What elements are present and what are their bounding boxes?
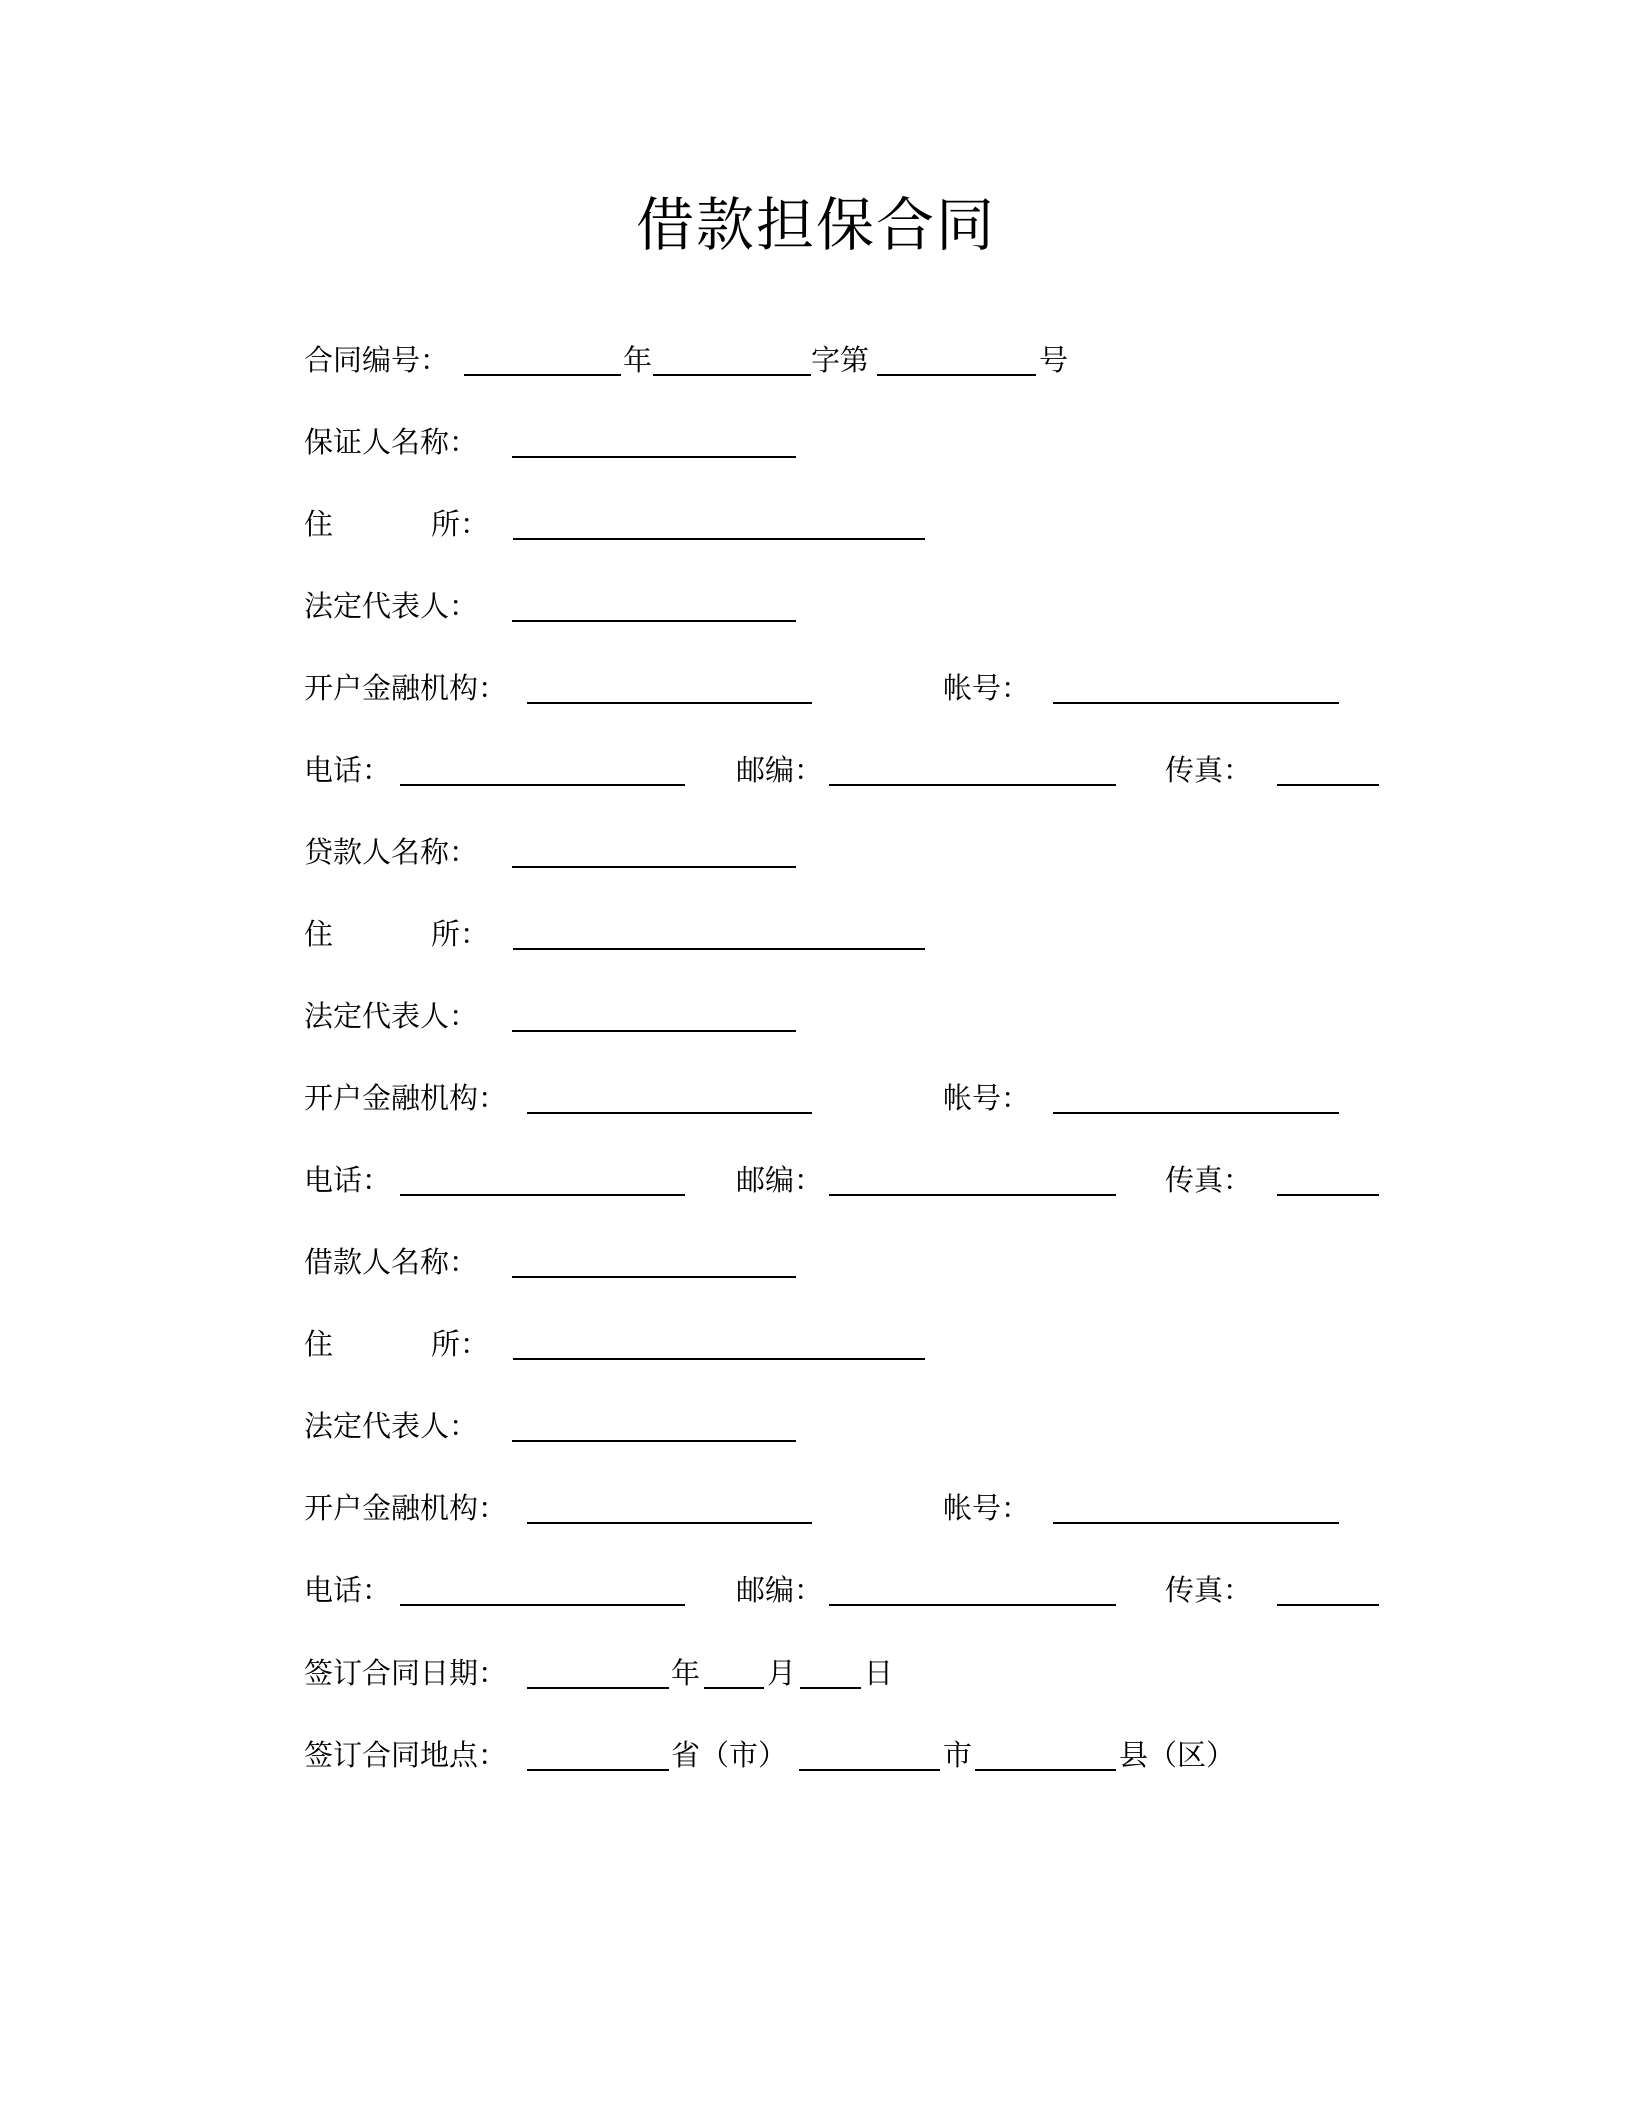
account-field[interactable] <box>1053 1112 1339 1114</box>
fax-field[interactable] <box>1277 1604 1379 1606</box>
sign-date-row <box>0 1653 1632 1693</box>
postcode-label: 邮编： <box>736 753 824 787</box>
postcode-field[interactable] <box>829 1194 1116 1196</box>
borrower-party-name-row <box>0 1242 1632 1282</box>
month-text: 月 <box>767 1656 797 1690</box>
legal-rep-field[interactable] <box>512 1440 796 1442</box>
sign-day-field[interactable] <box>800 1687 861 1689</box>
contract-zi-field[interactable] <box>653 374 811 376</box>
sign-year-field[interactable] <box>527 1687 669 1689</box>
sign-date-label: 签订合同日期： <box>304 1656 508 1690</box>
sign-month-field[interactable] <box>704 1687 764 1689</box>
address-label-char2: 所： <box>431 917 490 951</box>
bank-label: 开户金融机构： <box>304 671 508 705</box>
bank-label: 开户金融机构： <box>304 1081 508 1115</box>
fax-label: 传真： <box>1165 1163 1253 1197</box>
fax-field[interactable] <box>1277 784 1379 786</box>
phone-label: 电话： <box>304 753 392 787</box>
guarantor-legal-rep-row <box>0 586 1632 626</box>
province-text: 省（市） <box>671 1738 788 1772</box>
party-name-label: 借款人名称： <box>304 1245 479 1279</box>
party-name-field[interactable] <box>512 866 796 868</box>
party-name-label: 贷款人名称： <box>304 835 479 869</box>
bank-field[interactable] <box>527 1522 812 1524</box>
phone-label: 电话： <box>304 1573 392 1607</box>
postcode-field[interactable] <box>829 784 1116 786</box>
address-label-char2: 所： <box>431 507 490 541</box>
address-label-char1: 住 <box>304 507 334 541</box>
phone-label: 电话： <box>304 1163 392 1197</box>
hao-text: 号 <box>1039 343 1069 377</box>
account-field[interactable] <box>1053 1522 1339 1524</box>
address-label-char1: 住 <box>304 917 334 951</box>
address-field[interactable] <box>513 538 925 540</box>
account-label: 帐号： <box>943 671 1031 705</box>
county-text: 县（区） <box>1119 1738 1236 1772</box>
lender-legal-rep-row <box>0 996 1632 1036</box>
borrower-bank-row <box>0 1488 1632 1528</box>
bank-label: 开户金融机构： <box>304 1491 508 1525</box>
address-label-char2: 所： <box>431 1327 490 1361</box>
lender-address-row <box>0 914 1632 954</box>
fax-field[interactable] <box>1277 1194 1379 1196</box>
county-field[interactable] <box>975 1769 1116 1771</box>
guarantor-bank-row <box>0 668 1632 708</box>
borrower-contact-row <box>0 1570 1632 1610</box>
lender-party-name-row <box>0 832 1632 872</box>
borrower-address-row <box>0 1324 1632 1364</box>
guarantor-address-row <box>0 504 1632 544</box>
day-text: 日 <box>864 1656 894 1690</box>
postcode-label: 邮编： <box>736 1573 824 1607</box>
party-name-label: 保证人名称： <box>304 425 479 459</box>
address-label-char1: 住 <box>304 1327 334 1361</box>
postcode-field[interactable] <box>829 1604 1116 1606</box>
postcode-label: 邮编： <box>736 1163 824 1197</box>
account-label: 帐号： <box>943 1081 1031 1115</box>
phone-field[interactable] <box>400 1604 685 1606</box>
fax-label: 传真： <box>1165 753 1253 787</box>
guarantor-contact-row <box>0 750 1632 790</box>
city-field[interactable] <box>799 1769 940 1771</box>
zi-di-text: 字第 <box>811 343 870 377</box>
legal-rep-field[interactable] <box>512 620 796 622</box>
legal-rep-label: 法定代表人： <box>304 1409 479 1443</box>
bank-field[interactable] <box>527 1112 812 1114</box>
borrower-legal-rep-row <box>0 1406 1632 1446</box>
year-text: 年 <box>671 1656 701 1690</box>
guarantor-party-name-row <box>0 422 1632 462</box>
fax-label: 传真： <box>1165 1573 1253 1607</box>
legal-rep-field[interactable] <box>512 1030 796 1032</box>
city-text: 市 <box>943 1738 973 1772</box>
sign-place-row <box>0 1735 1632 1775</box>
bank-field[interactable] <box>527 702 812 704</box>
party-name-field[interactable] <box>512 456 796 458</box>
legal-rep-label: 法定代表人： <box>304 589 479 623</box>
lender-contact-row <box>0 1160 1632 1200</box>
contract-year-field[interactable] <box>464 374 621 376</box>
contract-number-label: 合同编号： <box>304 343 450 377</box>
phone-field[interactable] <box>400 1194 685 1196</box>
phone-field[interactable] <box>400 784 685 786</box>
lender-bank-row <box>0 1078 1632 1118</box>
address-field[interactable] <box>513 948 925 950</box>
account-field[interactable] <box>1053 702 1339 704</box>
contract-number-row <box>0 340 1632 380</box>
address-field[interactable] <box>513 1358 925 1360</box>
year-text: 年 <box>623 343 653 377</box>
party-name-field[interactable] <box>512 1276 796 1278</box>
contract-seq-field[interactable] <box>877 374 1036 376</box>
document-title: 借款担保合同 <box>635 191 996 259</box>
province-field[interactable] <box>527 1769 669 1771</box>
legal-rep-label: 法定代表人： <box>304 999 479 1033</box>
sign-place-label: 签订合同地点： <box>304 1738 508 1772</box>
account-label: 帐号： <box>943 1491 1031 1525</box>
